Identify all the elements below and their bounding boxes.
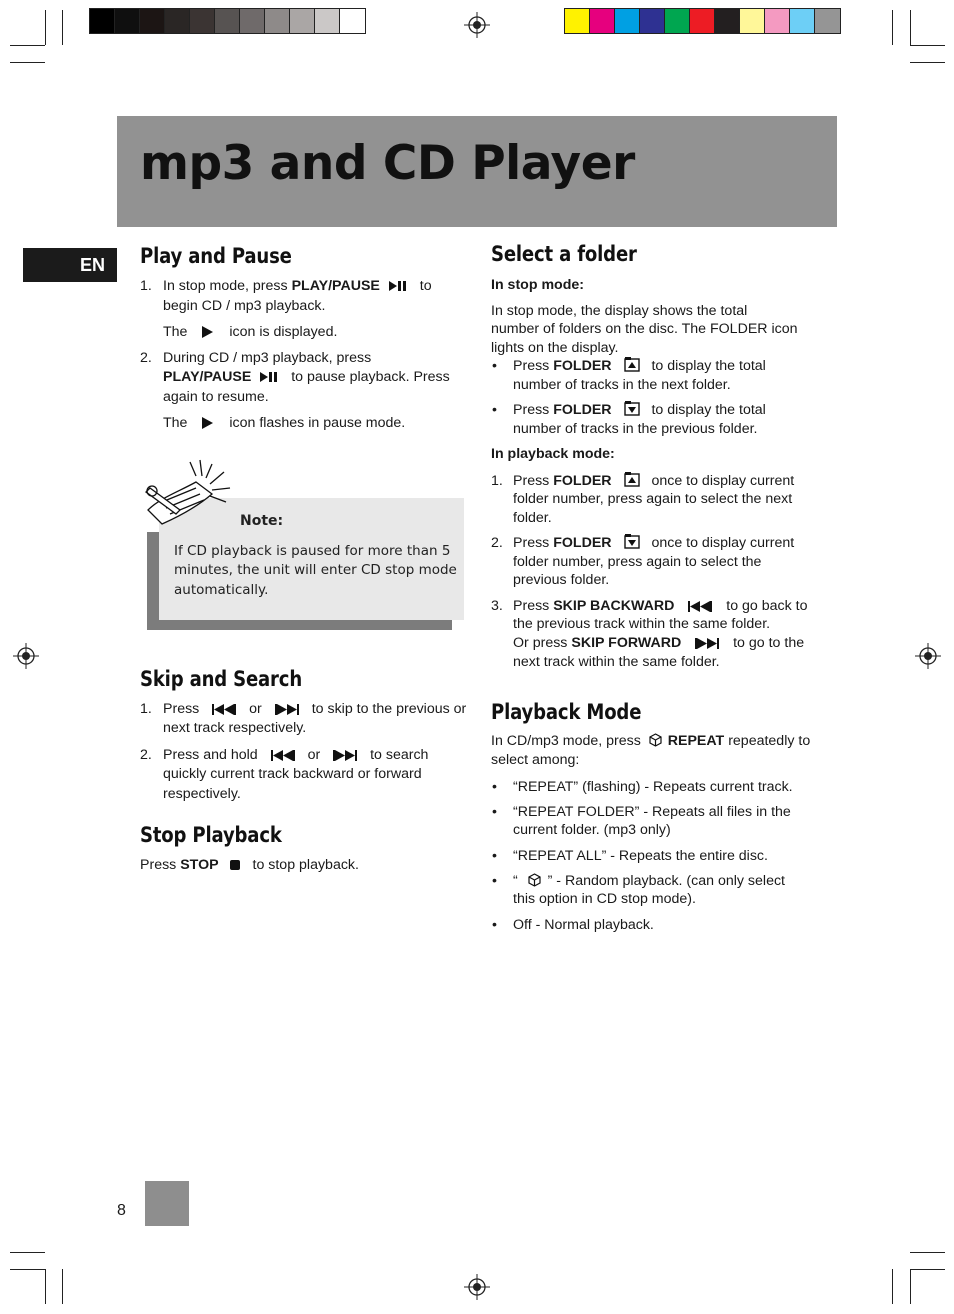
list-item: “REPEAT” (flashing) - Repeats current track. [513,779,793,795]
section-heading-stop: Stop Playback [140,823,282,847]
color-swatch [815,9,840,33]
list-item-line: folder number, press again to select the next [513,491,793,507]
list-item-line: the previous track within the same folder. [513,616,771,632]
list-item: Press FOLDER once to display current [513,473,795,489]
registration-mark-icon [13,643,39,669]
bullet: • [492,358,497,374]
crop-mark [910,45,945,46]
paragraph: Press STOP to stop playback. [140,857,359,873]
repeat-cube-icon [649,733,662,747]
key-label: FOLDER [553,473,612,489]
stop-icon [229,859,241,871]
list-item-line: current folder. (mp3 only) [513,822,671,838]
crop-mark [10,45,45,46]
color-swatch [190,9,215,33]
list-item: “REPEAT FOLDER” - Repeats all files in the [513,804,791,820]
color-swatch [215,9,240,33]
play-icon [201,417,215,429]
list-item: Press FOLDER once to display current [513,535,795,551]
play-icon [201,326,215,338]
list-item: Press FOLDER to display the total [513,358,766,374]
list-number: 2. [140,350,152,366]
paragraph-line: lights on the display. [491,340,619,356]
crop-mark [892,1269,893,1304]
skip-backward-icon [212,704,236,715]
play-pause-icon [259,371,283,383]
color-swatch [165,9,190,33]
bullet: • [492,804,497,820]
color-swatch [90,9,115,33]
key-label: FOLDER [553,358,612,374]
crop-mark [62,1269,63,1304]
color-swatch [240,9,265,33]
crop-mark [892,10,893,45]
list-item: Press SKIP BACKWARD to go back to [513,598,808,614]
color-swatch [690,9,715,33]
list-item-line: again to resume. [163,389,269,405]
color-swatch [340,9,365,33]
list-number: 1. [140,278,152,294]
list-item: Press and hold or to search [163,747,429,763]
random-cube-icon [528,873,541,887]
key-label: PLAY/PAUSE [163,369,252,385]
list-item-line: folder. [513,510,552,526]
list-item: “REPEAT ALL” - Repeats the entire disc. [513,848,768,864]
crop-mark [910,1252,945,1253]
color-swatch [115,9,140,33]
list-item-line: next track respectively. [163,720,307,736]
list-item-line: next track within the same folder. [513,654,720,670]
grayscale-calibration-bar [89,8,366,34]
list-item-line: number of tracks in the next folder. [513,377,731,393]
skip-forward-icon [275,704,299,715]
list-item: Press or to skip to the previous or [163,701,467,717]
folder-up-icon [624,357,640,372]
bullet: • [492,873,497,889]
crop-mark [910,62,945,63]
paragraph-line: number of folders on the disc. The FOLDER icon [491,321,798,337]
list-item: In stop mode, press PLAY/PAUSE to [163,278,432,294]
list-item-line: previous folder. [513,572,610,588]
color-swatch [640,9,665,33]
note-pen-paper-icon [140,458,236,528]
subheading: In playback mode: [491,446,615,462]
list-item-line: quickly current track backward or forward [163,766,422,782]
note-line: automatically. [174,582,269,598]
section-heading-folder: Select a folder [491,242,637,266]
folder-up-icon [624,472,640,487]
registration-mark-icon [915,643,941,669]
list-item-line: PLAY/PAUSE to pause playback. Press [163,369,450,385]
page-number: 8 [117,1202,126,1219]
list-item: Off - Normal playback. [513,917,654,933]
language-tab: EN [23,248,117,282]
list-item: Press FOLDER to display the total [513,402,766,418]
color-swatch [315,9,340,33]
list-number: 3. [491,598,503,614]
list-number: 2. [140,747,152,763]
crop-mark [910,1269,945,1270]
section-heading-play-pause: Play and Pause [140,244,292,268]
crop-mark [45,1269,46,1304]
color-swatch [765,9,790,33]
folder-down-icon [624,534,640,549]
bullet: • [492,917,497,933]
color-swatch [140,9,165,33]
crop-mark [10,1252,45,1253]
list-item-note: The icon flashes in pause mode. [163,415,406,431]
section-heading-skip-search: Skip and Search [140,667,303,691]
note-label: Note: [240,513,284,529]
color-swatch [790,9,815,33]
paragraph-line: In CD/mp3 mode, press REPEAT repeatedly to [491,733,811,749]
key-label: FOLDER [553,402,612,418]
crop-mark [10,62,45,63]
note-line: If CD playback is paused for more than 5 [174,543,451,559]
color-calibration-bar [564,8,841,34]
skip-backward-icon [688,601,712,612]
title-banner [117,116,837,227]
key-label: PLAY/PAUSE [291,278,380,294]
color-swatch [590,9,615,33]
list-item-line: this option in CD stop mode). [513,891,696,907]
list-item-line: begin CD / mp3 playback. [163,298,326,314]
registration-mark-icon [464,1274,490,1300]
list-number: 1. [491,473,503,489]
paragraph-line: select among: [491,752,580,768]
key-label: SKIP FORWARD [571,635,682,651]
key-label: STOP [180,857,219,873]
list-item: During CD / mp3 playback, press [163,350,372,366]
color-swatch [715,9,740,33]
list-item-line: Or press SKIP FORWARD to go to the [513,635,805,651]
color-swatch [290,9,315,33]
subheading: In stop mode: [491,277,585,293]
key-label: SKIP BACKWARD [553,598,675,614]
page-number-block [145,1181,189,1226]
paragraph-line: In stop mode, the display shows the total [491,303,748,319]
skip-backward-icon [271,750,295,761]
bullet: • [492,402,497,418]
color-swatch [665,9,690,33]
bullet: • [492,848,497,864]
key-label: REPEAT [667,733,725,749]
crop-mark [45,10,46,45]
registration-mark-icon [464,12,490,38]
color-swatch [615,9,640,33]
key-label: FOLDER [553,535,612,551]
list-number: 1. [140,701,152,717]
color-swatch [265,9,290,33]
play-pause-icon [388,280,412,292]
list-item-line: folder number, press again to select the [513,554,762,570]
list-item: “ ” - Random playback. (can only select [513,873,785,889]
skip-forward-icon [333,750,357,761]
list-item-line: respectively. [163,786,241,802]
list-item-line: number of tracks in the previous folder. [513,421,758,437]
section-heading-playback-mode: Playback Mode [491,700,642,724]
bullet: • [492,779,497,795]
list-number: 2. [491,535,503,551]
folder-down-icon [624,401,640,416]
crop-mark [10,1269,45,1270]
page-title: mp3 and CD Player [140,136,635,191]
crop-mark [910,1269,911,1304]
note-line: minutes, the unit will enter CD stop mode [174,562,457,578]
color-swatch [565,9,590,33]
crop-mark [62,10,63,45]
color-swatch [740,9,765,33]
crop-mark [910,10,911,45]
list-item-note: The icon is displayed. [163,324,338,340]
skip-forward-icon [695,638,719,649]
